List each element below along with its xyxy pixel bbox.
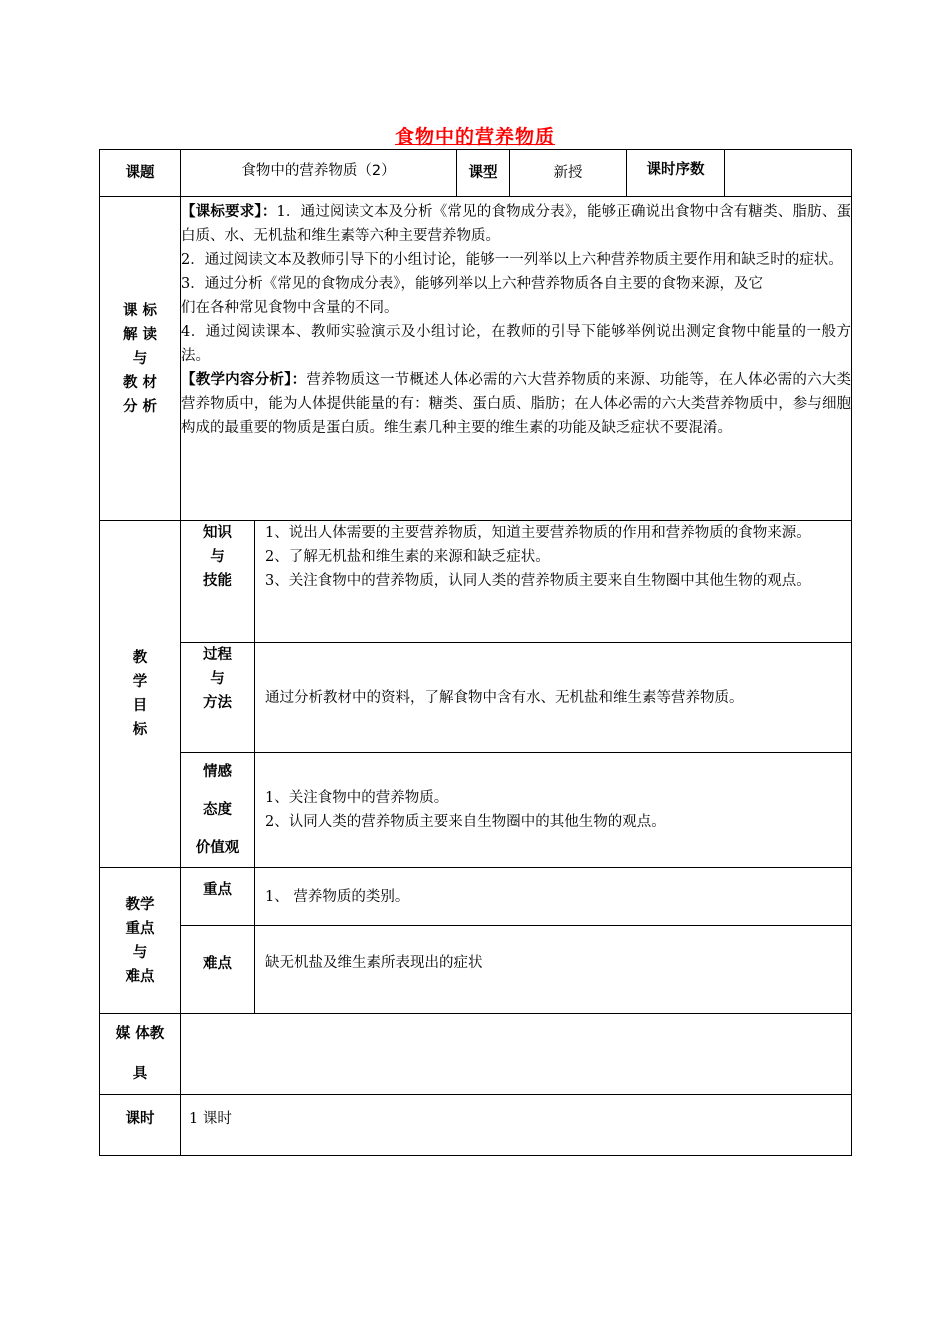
requirement-3b: 们在各种常见食物中含量的不同。	[181, 300, 399, 316]
objectives-label-line: 学	[132, 674, 148, 690]
objectives-label-line: 教	[132, 650, 148, 666]
content-analysis: 【教学内容分析】：营养物质这一节概述人体必需的六大营养物质的来源、功能等，在人体必需的六大类营养物质中，能为人体提供能量的有：糖类、蛋白质、脂肪；在人体必需的六大类营养物质中，参与细胞构成的最重要的物质是蛋白质。维生素几种主要的维生素的功能及缺乏症状不要混淆。	[181, 372, 852, 436]
knowledge-content	[255, 521, 852, 643]
objectives-label-line: 目	[132, 698, 148, 714]
requirement-heading: 【课标要求】：	[181, 204, 277, 220]
objectives-label	[100, 521, 181, 868]
objective-process-row	[100, 643, 852, 753]
objectives-label-line: 标	[132, 722, 148, 738]
header-row	[100, 150, 852, 197]
emotion-label: 情感 态度 价值观	[181, 753, 255, 868]
analysis-label-line: 解 读	[122, 326, 158, 343]
page-title: 食物中的营养物质	[394, 126, 555, 148]
topic-label: 课题	[100, 150, 181, 197]
analysis-label-line: 课 标	[122, 302, 158, 319]
analysis-label-line: 分 析	[122, 398, 158, 415]
type-label: 课型	[457, 150, 510, 197]
lesson-plan-table	[99, 149, 852, 1156]
period-label: 课时	[100, 1095, 181, 1156]
media-content	[181, 1014, 852, 1095]
key-label: 重点	[181, 868, 255, 926]
requirement-2: 2．通过阅读文本及教师引导下的小组讨论，能够一一列举以上六种营养物质主要作用和缺乏时的症状。	[181, 252, 843, 268]
analysis-label-line: 教 材	[122, 374, 158, 391]
period-content: 1 课时	[181, 1095, 852, 1156]
difficulty-label: 难点	[181, 926, 255, 1014]
key-content: 1、 营养物质的类别。	[255, 868, 852, 926]
difficulty-row	[100, 926, 852, 1014]
media-label: 媒 体教 具	[100, 1014, 181, 1095]
content-heading: 【教学内容分析】：	[181, 372, 307, 388]
keypoints-label: 教学 重点 与 难点	[100, 868, 181, 1014]
emotion-content	[255, 753, 852, 868]
objective-knowledge-row	[100, 521, 852, 643]
process-label: 过程 与 方法	[181, 643, 255, 753]
topic-value: 食物中的营养物质（2）	[181, 150, 457, 197]
knowledge-label: 知识 与 技能	[181, 521, 255, 643]
analysis-row	[100, 197, 852, 521]
analysis-label	[100, 197, 181, 521]
knowledge-item: 1、说出人体需要的主要营养物质，知道主要营养物质的作用和营养物质的食物来源。	[265, 525, 811, 541]
emotion-item: 1、关注食物中的营养物质。	[265, 790, 449, 806]
requirement-4: 4．通过阅读课本、教师实验演示及小组讨论，在教师的引导下能够举例说出测定食物中能量的一般方法。	[181, 324, 852, 364]
media-row	[100, 1014, 852, 1095]
process-content: 通过分析教材中的资料，了解食物中含有水、无机盐和维生素等营养物质。	[255, 643, 852, 753]
difficulty-content: 缺无机盐及维生素所表现出的症状	[255, 926, 852, 1014]
seq-label: 课时序数	[627, 150, 725, 197]
emotion-item: 2、认同人类的营养物质主要来自生物圈中的其他生物的观点。	[265, 814, 666, 830]
period-row	[100, 1095, 852, 1156]
requirement-3a: 3．通过分析《常见的食物成分表》，能够列举以上六种营养物质各自主要的食物来源，及它	[181, 276, 763, 292]
objective-emotion-row	[100, 753, 852, 868]
knowledge-item: 2、了解无机盐和维生素的来源和缺乏症状。	[265, 549, 550, 565]
analysis-label-line: 与	[132, 350, 148, 367]
analysis-content	[181, 197, 852, 521]
requirement-1: 【课标要求】：1．通过阅读文本及分析《常见的食物成分表》，能够正确说出食物中含有糖类、脂肪、蛋白质、水、无机盐和维生素等六种主要营养物质。	[181, 204, 852, 244]
keypoint-row	[100, 868, 852, 926]
seq-value	[725, 150, 852, 197]
type-value: 新授	[510, 150, 627, 197]
knowledge-item: 3、关注食物中的营养物质，认同人类的营养物质主要来自生物圈中其他生物的观点。	[265, 573, 811, 589]
